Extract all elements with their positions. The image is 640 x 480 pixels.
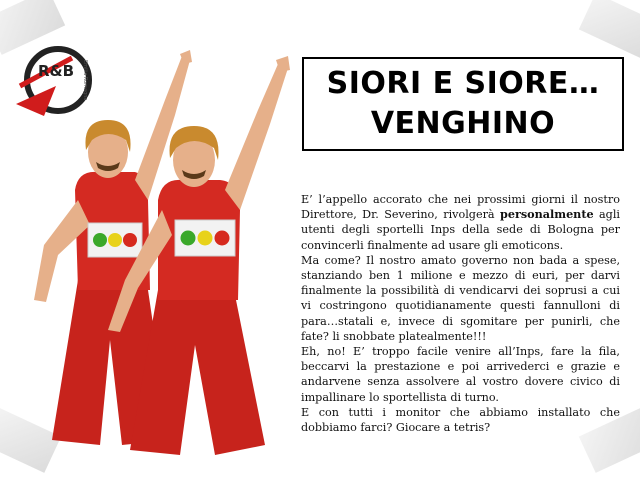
article-paragraph-2: Ma come? Il nostro amato governo non bada a spese, stanziando ben 1 milione e mezzo di euri, per darvi finalmente la possibilità di vendicarvi dei soprusi a cui vi costringono quotidianamente questi fannulloni di para…statali e, invece di sgomitare per punirli, che fate? li snobbate platealmente!!! [301,253,620,343]
emphasis-personalmente: personalmente [500,207,594,222]
article-paragraph-4: E con tutti i monitor che abbiamo installato che dobbiamo farci? Giocare a tetris? [301,405,620,435]
article-paragraph-1: E’ l’appello accorato che nei prossimi giorni il nostro Direttore, Dr. Severino, rivolgerà personalmente agli utenti degli sportelli Inps della sede di Bologna per convincerli finalmente ad usare gli emoticons. [301,193,620,252]
article-paragraph-3: Eh, no! E’ troppo facile venire all’Inps, fare la fila, beccarvi la prestazione e poi arrivederci e grazie e andarvene senza assolvere al vostro dovere civico di impallinare lo sportellista di turno. [301,345,620,404]
logo-initials: R&B [38,62,75,80]
title-line-1: SIORI E SIORE… [326,66,600,101]
title-line-2: VENGHINO [370,106,556,141]
paper-corner-top-right [579,0,640,59]
article-body [301,192,620,435]
title-box [302,57,624,151]
twin-dancers-photo [30,40,300,460]
logo-subtitle: Emilia Romagna [82,60,88,101]
